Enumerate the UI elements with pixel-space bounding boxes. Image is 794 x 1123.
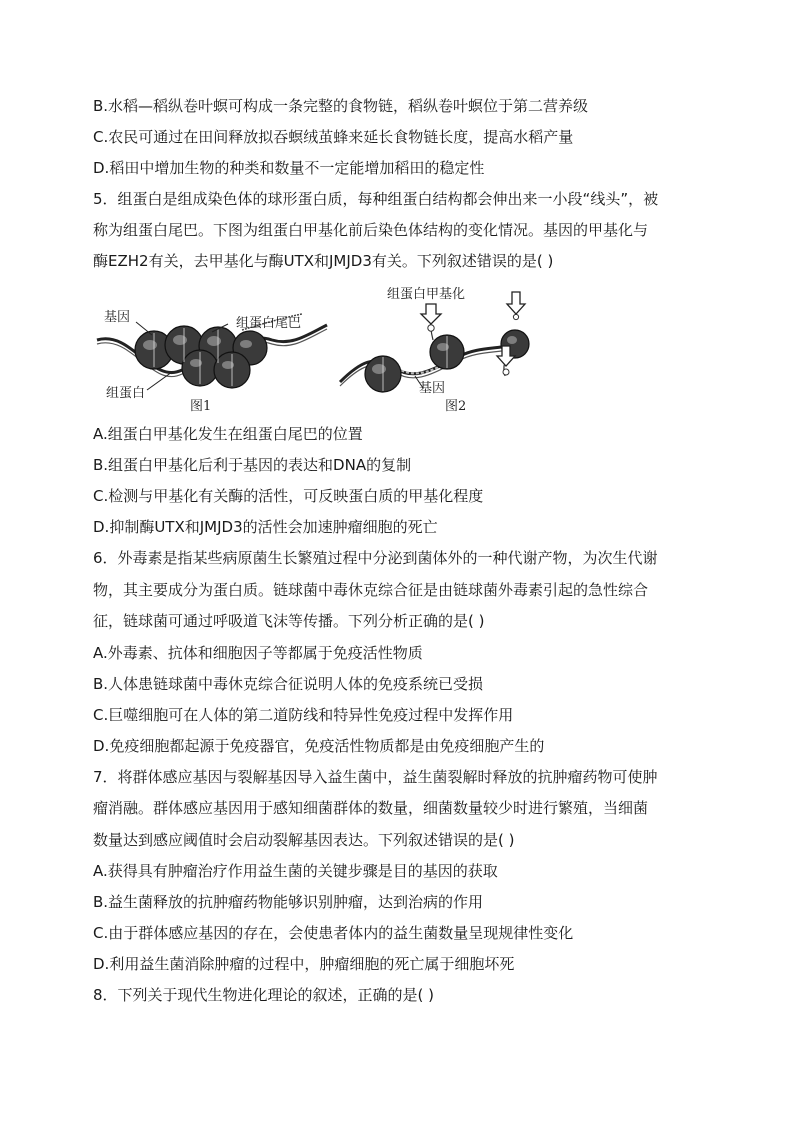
q5-option-b: B.组蛋白甲基化后利于基因的表达和DNA的复制 [93, 456, 412, 474]
q6-option-b: B.人体患链球菌中毒休克综合征说明人体的免疫系统已受损 [93, 675, 484, 693]
figure-1-label-tail: 组蛋白尾巴 [236, 316, 302, 331]
q4-option-d: D.稻田中增加生物的种类和数量不一定能增加稻田的稳定性 [93, 159, 485, 177]
figure-1-label-histone: 组蛋白 [106, 386, 146, 401]
q5-stem-line-3: 酶EZH2有关，去甲基化与酶UTX和JMJD3有关。下列叙述错误的是( ) [93, 252, 554, 270]
q8-stem-line-1: 8．下列关于现代生物进化理论的叙述，正确的是( ) [93, 986, 435, 1004]
q6-stem-line-2: 物，其主要成分为蛋白质。链球菌中毒休克综合征是由链球菌外毒素引起的急性综合 [93, 581, 649, 599]
q4-option-b: B.水稻—稻纵卷叶螟可构成一条完整的食物链，稻纵卷叶螟位于第二营养级 [93, 97, 589, 115]
q6-stem-line-1: 6．外毒素是指某些病原菌生长繁殖过程中分泌到菌体外的一种代谢产物，为次生代谢 [93, 549, 658, 567]
q5-option-d: D.抑制酶UTX和JMJD3的活性会加速肿瘤细胞的死亡 [93, 518, 438, 536]
q7-option-c: C.由于群体感应基因的存在，会使患者体内的益生菌数量呈现规律性变化 [93, 924, 574, 942]
q4-option-c: C.农民可通过在田间释放拟吞螟绒茧蜂来延长食物链长度，提高水稻产量 [93, 128, 574, 146]
q7-option-b: B.益生菌释放的抗肿瘤药物能够识别肿瘤，达到治病的作用 [93, 893, 484, 911]
q5-option-a: A.组蛋白甲基化发生在组蛋白尾巴的位置 [93, 425, 363, 443]
q5-option-c: C.检测与甲基化有关酶的活性，可反映蛋白质的甲基化程度 [93, 487, 484, 505]
q6-option-a: A.外毒素、抗体和细胞因子等都属于免疫活性物质 [93, 644, 423, 662]
figure-2-svg [335, 284, 530, 420]
figure-1-caption: 图1 [190, 399, 212, 414]
q7-stem-line-2: 瘤消融。群体感应基因用于感知细菌群体的数量，细菌数量较少时进行繁殖，当细菌 [93, 799, 649, 817]
q7-stem-line-3: 数量达到感应阈值时会启动裂解基因表达。下列叙述错误的是( ) [93, 831, 515, 849]
q5-stem-line-1: 5．组蛋白是组成染色体的球形蛋白质，每种组蛋白结构都会伸出来一小段“线头”，被 [93, 190, 659, 208]
figure-1-histone-diagram [92, 300, 332, 420]
q6-option-d: D.免疫细胞都起源于免疫器官，免疫活性物质都是由免疫细胞产生的 [93, 737, 545, 755]
q6-option-c: C.巨噬细胞可在人体的第二道防线和特异性免疫过程中发挥作用 [93, 706, 514, 724]
figure-2-label-methylation: 组蛋白甲基化 [387, 287, 466, 302]
q7-option-d: D.利用益生菌消除肿瘤的过程中，肿瘤细胞的死亡属于细胞坏死 [93, 955, 515, 973]
q7-stem-line-1: 7．将群体感应基因与裂解基因导入益生菌中，益生菌裂解时释放的抗肿瘤药物可使肿 [93, 768, 658, 786]
figure-2-caption: 图2 [445, 399, 467, 414]
figure-2-label-gene: 基因 [419, 381, 446, 396]
figure-2-methylation-diagram [335, 284, 530, 420]
q6-stem-line-3: 征，链球菌可通过呼吸道飞沫等传播。下列分析正确的是( ) [93, 612, 485, 630]
q7-option-a: A.获得具有肿瘤治疗作用益生菌的关键步骤是目的基因的获取 [93, 862, 498, 880]
q5-stem-line-2: 称为组蛋白尾巴。下图为组蛋白甲基化前后染色体结构的变化情况。基因的甲基化与 [93, 221, 649, 239]
figure-1-label-gene: 基因 [104, 310, 131, 325]
